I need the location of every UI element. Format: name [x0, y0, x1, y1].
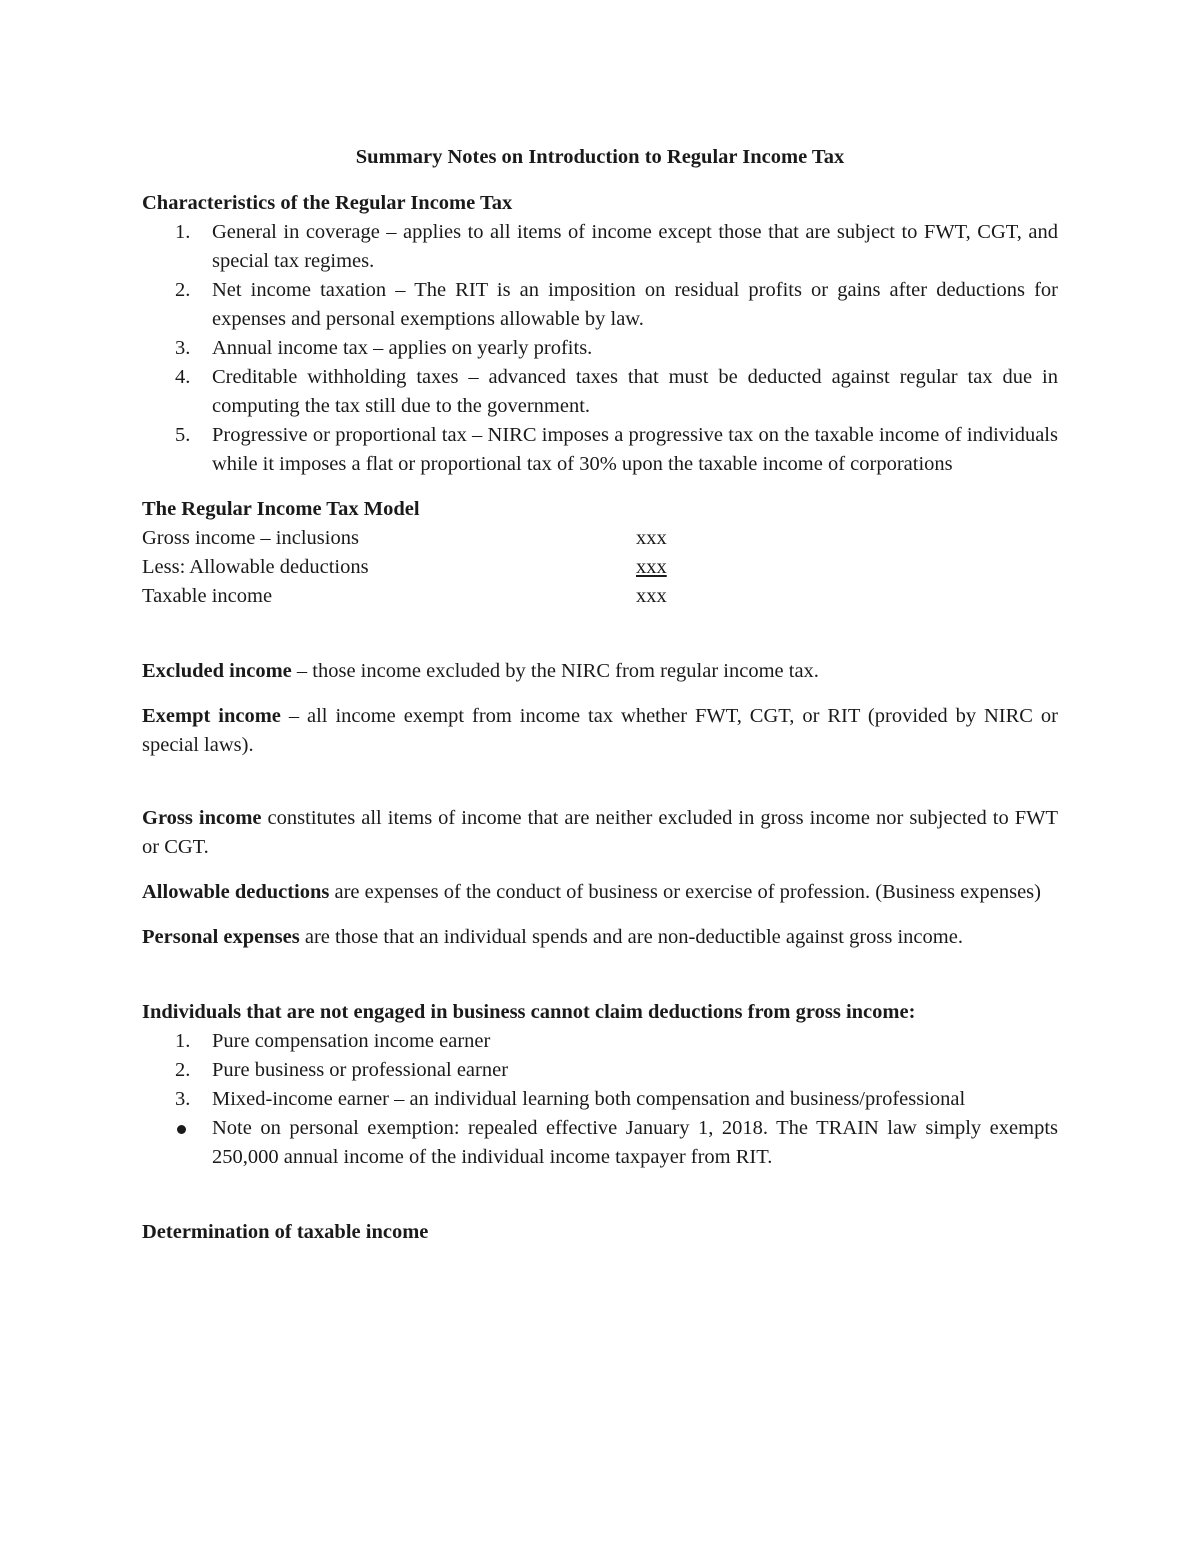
definition-text: – those income excluded by the NIRC from regular income tax. — [291, 660, 819, 682]
model-row-label: Gross income – inclusions — [142, 527, 359, 549]
document-title: Summary Notes on Introduction to Regular Income Tax — [355, 146, 845, 168]
individuals-heading: Individuals that are not engaged in business cannot claim deductions from gross income: — [142, 1001, 916, 1023]
list-item — [142, 1056, 1058, 1085]
list-item — [142, 1114, 1058, 1172]
definition-text: – all income exempt from income tax whether FWT, CGT, or RIT (provided by NIRC or special laws). — [142, 705, 1058, 756]
list-item — [142, 1027, 1058, 1056]
model-row-value: xxx — [636, 527, 667, 549]
exempt-income-definition — [142, 702, 1058, 760]
definition-text: are expenses of the conduct of business or exercise of profession. (Business expenses) — [329, 881, 1041, 903]
model-heading: The Regular Income Tax Model — [142, 498, 420, 520]
definition-term: Allowable deductions — [142, 881, 330, 903]
definition-term: Personal expenses — [142, 926, 300, 948]
definition-term: Excluded income — [142, 660, 292, 682]
list-item-text: Annual income tax – applies on yearly profits. — [212, 337, 593, 359]
model-row-value: xxx — [636, 556, 667, 578]
model-row — [142, 553, 1058, 582]
model-row-value: xxx — [636, 585, 667, 607]
definition-text: constitutes all items of income that are neither excluded in gross income nor subjected to FWT or CGT. — [142, 807, 1058, 858]
list-item-text: Creditable withholding taxes – advanced taxes that must be deducted against regular tax due in computing the tax still due to the government. — [212, 366, 1058, 417]
list-item — [142, 218, 1058, 276]
personal-expenses-definition — [142, 923, 1058, 952]
list-number: 5. — [175, 424, 191, 446]
list-number: 1. — [175, 221, 191, 243]
list-item-text: Net income taxation – The RIT is an imposition on residual profits or gains after deductions for expenses and personal exemptions allowable by law. — [212, 279, 1058, 330]
list-item — [142, 421, 1058, 479]
list-item — [142, 334, 1058, 363]
characteristics-heading: Characteristics of the Regular Income Tax — [142, 192, 513, 214]
list-number: 2. — [175, 1059, 191, 1081]
list-item-text: Mixed-income earner – an individual learning both compensation and business/professional — [212, 1088, 966, 1110]
list-item — [142, 1085, 1058, 1114]
note-list — [142, 1114, 1058, 1172]
excluded-income-definition — [142, 657, 1058, 686]
list-item-text: General in coverage – applies to all items of income except those that are subject to FWT, CGT, and special tax regimes. — [212, 221, 1058, 272]
list-number: 1. — [175, 1030, 191, 1052]
list-item-text: Pure compensation income earner — [212, 1030, 491, 1052]
model-table — [142, 524, 1058, 611]
determination-heading: Determination of taxable income — [142, 1221, 429, 1243]
list-number: 4. — [175, 366, 191, 388]
individuals-list — [142, 1027, 1058, 1114]
model-row — [142, 582, 1058, 611]
allowable-deductions-definition — [142, 878, 1058, 907]
list-number: 3. — [175, 337, 191, 359]
model-row — [142, 524, 1058, 553]
list-item-text: Progressive or proportional tax – NIRC imposes a progressive tax on the taxable income of individuals while it imposes a flat or proportional tax of 30% upon the taxable income of corporations — [212, 424, 1058, 475]
definition-term: Exempt income — [142, 705, 281, 727]
bullet-icon — [177, 1125, 186, 1134]
list-number: 2. — [175, 279, 191, 301]
document-page — [142, 143, 1058, 1247]
list-number: 3. — [175, 1088, 191, 1110]
list-item — [142, 363, 1058, 421]
characteristics-list — [142, 218, 1058, 479]
model-row-label: Less: Allowable deductions — [142, 556, 369, 578]
gross-income-definition — [142, 804, 1058, 862]
definition-text: are those that an individual spends and are non-deductible against gross income. — [299, 926, 963, 948]
definition-term: Gross income — [142, 807, 262, 829]
list-item-text: Pure business or professional earner — [212, 1059, 509, 1081]
personal-exemption-note: Note on personal exemption: repealed effective January 1, 2018. The TRAIN law simply exempts 250,000 annual income of the individual income taxpayer from RIT. — [212, 1117, 1058, 1168]
list-item — [142, 276, 1058, 334]
model-row-label: Taxable income — [142, 585, 273, 607]
